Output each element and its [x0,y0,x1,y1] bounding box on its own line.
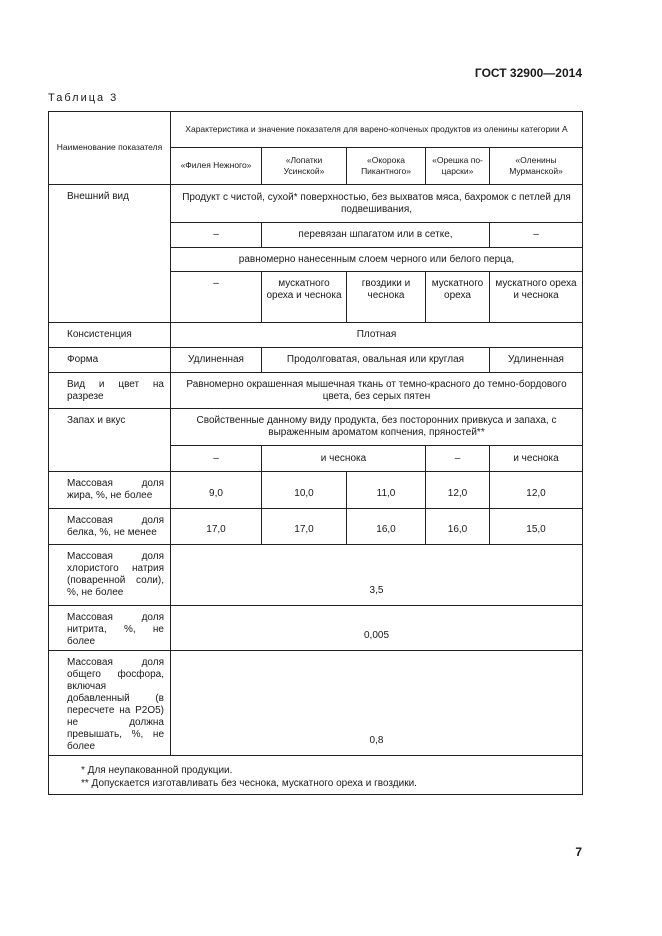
fat-value: 9,0 [171,472,262,509]
smell-cell: и чеснока [490,446,583,472]
appearance-cell: – [171,223,262,248]
salt-value: 3,5 [171,545,583,606]
standard-number: ГОСТ 32900—2014 [474,66,582,80]
cut-value: Равномерно окрашенная мышечная ткань от темно-красного до темно-бордового цвета, без серых пятен [171,373,583,409]
protein-value: 16,0 [426,509,490,545]
appearance-pepper: равномерно нанесенным слоем черного или белого перца, [171,248,583,272]
salt-label: Массовая доля хлористого натрия (поваренной соли), %, не более [49,545,171,606]
nitrite-value: 0,005 [171,606,583,651]
group-header: Характеристика и значение показателя для варено-копченых продуктов из оленины категории А [171,112,583,148]
shape-value: Удлиненная [171,348,262,373]
fat-label: Массовая доля жира, %, не более [49,472,171,509]
shape-value: Продолговатая, овальная или круглая [262,348,490,373]
appearance-cell: перевязан шпагатом или в сетке, [262,223,490,248]
product-header: «Лопатки Усинской» [262,148,347,185]
shape-label: Форма [49,348,171,373]
smell-cell: и чеснока [262,446,426,472]
fat-value: 12,0 [490,472,583,509]
product-header: «Филея Нежного» [171,148,262,185]
product-header: «Оленины Мурманской» [490,148,583,185]
appearance-general: Продукт с чистой, сухой* поверхностью, без выхватов мяса, бахромок с петлей для подвешивания, [171,185,583,223]
smell-general: Свойственные данному виду продукта, без посторонних привкуса и запаха, с выраженным ароматом копчения, пряностей** [171,409,583,446]
smell-label: Запах и вкус [49,409,171,472]
table-caption: Таблица 3 [48,92,119,104]
page-number: 7 [575,845,582,859]
fat-value: 12,0 [426,472,490,509]
nitrite-label: Массовая доля нитрита, %, не более [49,606,171,651]
shape-value: Удлиненная [490,348,583,373]
smell-cell: – [426,446,490,472]
protein-value: 17,0 [262,509,347,545]
appearance-cell: мускатного ореха и чеснока [262,272,347,323]
protein-label: Массовая доля белка, %, не менее [49,509,171,545]
appearance-cell: – [490,223,583,248]
protein-value: 17,0 [171,509,262,545]
fat-value: 11,0 [347,472,426,509]
note-2: ** Допускается изготавливать без чеснока, мускатного ореха и гвоздики. [81,778,417,789]
phosphorus-label: Массовая доля общего фосфора, включая добавленный (в пересчете на P2O5) не должна превышать, %, не более [49,651,171,756]
cut-label: Вид и цвет на разрезе [49,373,171,409]
fat-value: 10,0 [262,472,347,509]
indicator-name-header: Наименование показателя [49,112,171,185]
appearance-label: Внешний вид [49,185,171,323]
characteristics-table [48,111,583,795]
consistency-label: Консистенция [49,323,171,348]
appearance-cell: мускатного ореха и чеснока [490,272,583,323]
appearance-cell: гвоздики и чеснока [347,272,426,323]
product-header: «Орешка по-царски» [426,148,490,185]
product-header: «Окорока Пикантного» [347,148,426,185]
appearance-cell: мускатного ореха [426,272,490,323]
smell-cell: – [171,446,262,472]
appearance-cell: – [171,272,262,323]
table-notes [49,756,583,795]
protein-value: 16,0 [347,509,426,545]
note-1: * Для неупакованной продукции. [81,765,233,776]
consistency-value: Плотная [171,323,583,348]
protein-value: 15,0 [490,509,583,545]
phosphorus-value: 0,8 [171,651,583,756]
